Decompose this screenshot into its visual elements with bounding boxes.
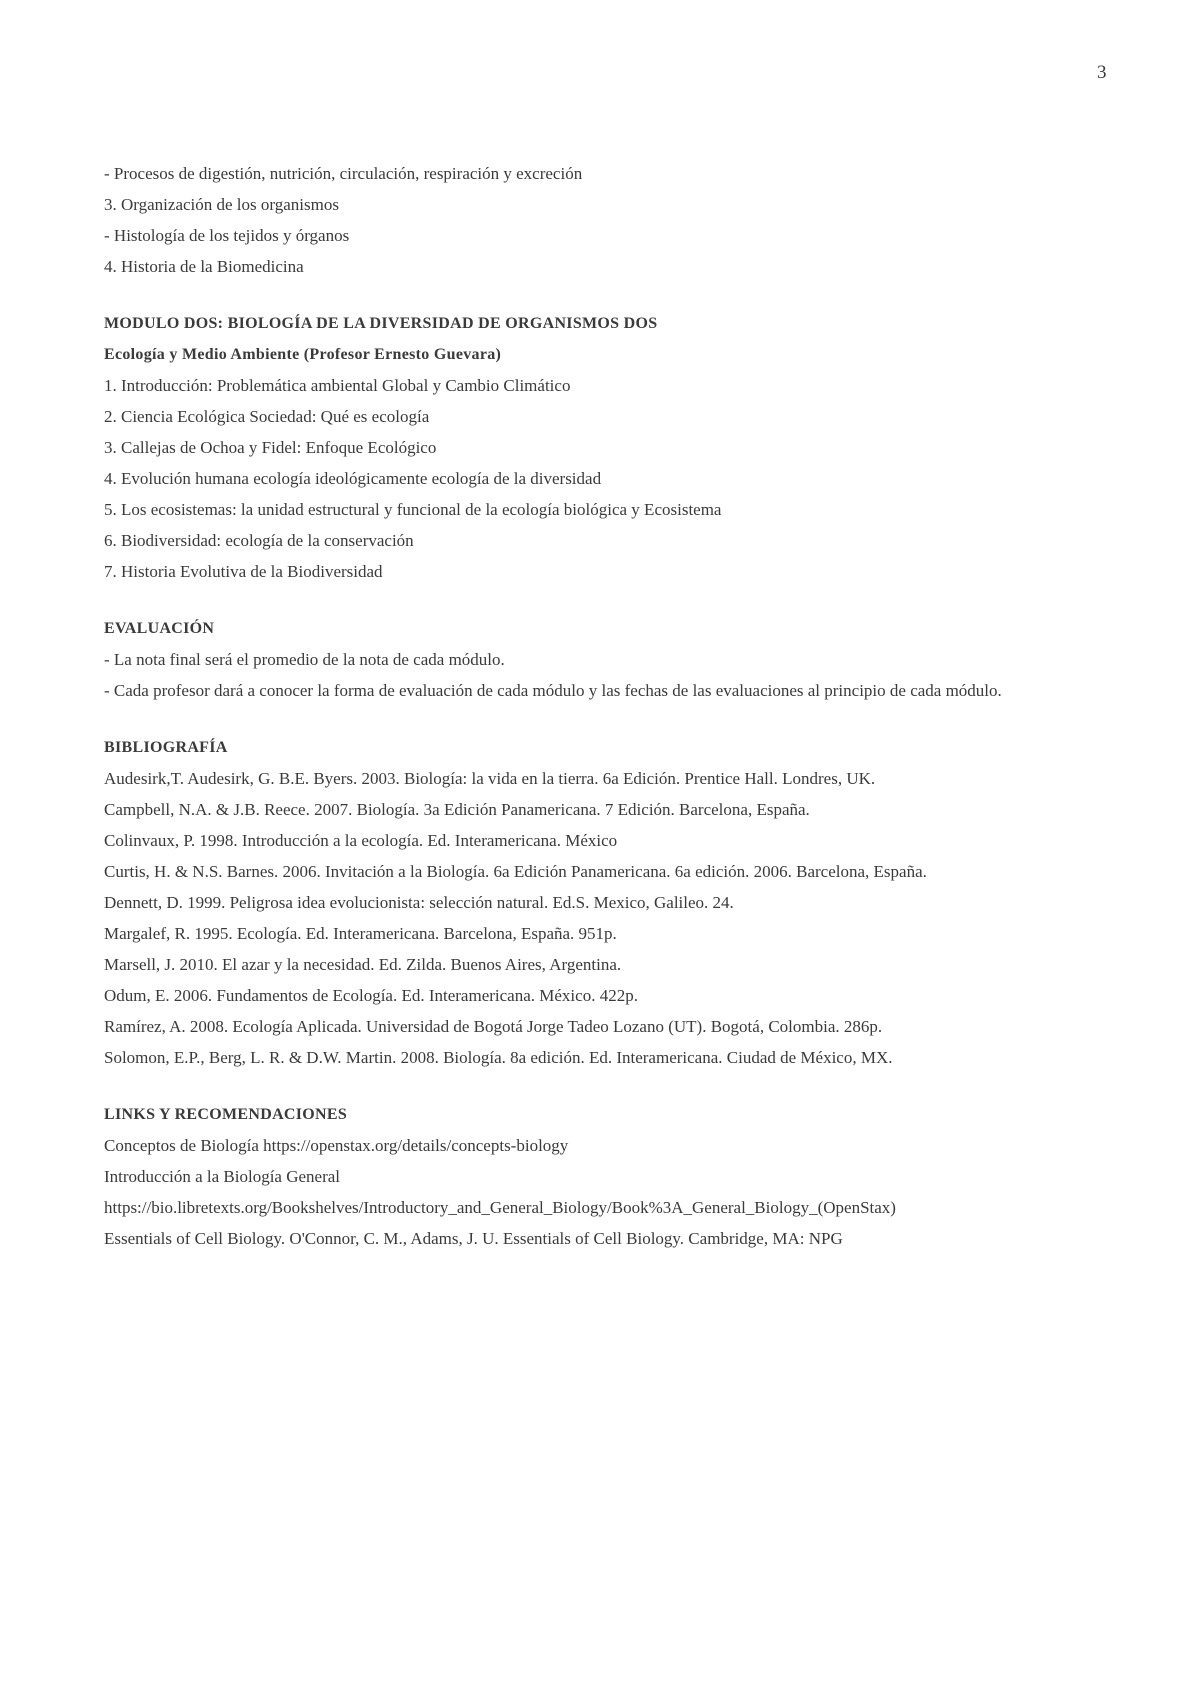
bibliography-entry: Marsell, J. 2010. El azar y la necesidad. Ed. Zilda. Buenos Aires, Argentina. [104,955,622,974]
section-heading: BIBLIOGRAFÍA [104,739,228,756]
list-item: - La nota final será el promedio de la nota de cada módulo. [104,650,505,669]
course-heading: Ecología y Medio Ambiente (Profesor Ernesto Guevara) [104,346,502,363]
link-item[interactable]: https://bio.libretexts.org/Bookshelves/Introductory_and_General_Biology/Book%3A_General_Biology_(OpenStax) [104,1198,896,1217]
document-body [104,158,1114,1254]
section-heading: LINKS Y RECOMENDACIONES [104,1106,348,1123]
bibliography-entry: Margalef, R. 1995. Ecología. Ed. Interamericana. Barcelona, España. 951p. [104,924,617,943]
page-number: 3 [1097,62,1107,83]
list-item: 6. Biodiversidad: ecología de la conservación [104,531,414,550]
list-item: 3. Organización de los organismos [104,195,339,214]
list-item: 1. Introducción: Problemática ambiental Global y Cambio Climático [104,376,571,395]
list-item: Introducción a la Biología General [104,1167,341,1186]
bibliography-entry: Odum, E. 2006. Fundamentos de Ecología. Ed. Interamericana. México. 422p. [104,986,638,1005]
bibliography-entry: Audesirk,T. Audesirk, G. B.E. Byers. 2003. Biología: la vida en la tierra. 6a Edición. Prentice Hall. Londres, UK. [104,769,876,788]
list-item: 4. Evolución humana ecología ideológicamente ecología de la diversidad [104,469,602,488]
list-item: Essentials of Cell Biology. O'Connor, C. M., Adams, J. U. Essentials of Cell Biology. Cambridge, MA: NPG [104,1229,843,1248]
list-item: 5. Los ecosistemas: la unidad estructural y funcional de la ecología biológica y Ecosistema [104,500,722,519]
bibliography-entry: Solomon, E.P., Berg, L. R. & D.W. Martin. 2008. Biología. 8a edición. Ed. Interamericana. Ciudad de México, MX. [104,1048,893,1067]
link-item[interactable]: Conceptos de Biología https://openstax.org/details/concepts-biology [104,1136,569,1155]
intro-section [104,158,1114,282]
bibliography-section [104,732,1114,1073]
list-item: - Histología de los tejidos y órganos [104,226,350,245]
section-heading: EVALUACIÓN [104,620,215,637]
list-item: 2. Ciencia Ecológica Sociedad: Qué es ecología [104,407,430,426]
evaluation-section [104,613,1114,706]
list-item: 4. Historia de la Biomedicina [104,257,304,276]
bibliography-entry: Colinvaux, P. 1998. Introducción a la ecología. Ed. Interamericana. México [104,831,618,850]
list-item: 3. Callejas de Ochoa y Fidel: Enfoque Ecológico [104,438,437,457]
bibliography-entry: Dennett, D. 1999. Peligrosa idea evolucionista: selección natural. Ed.S. Mexico, Galileo. 24. [104,893,734,912]
ecology-section [104,308,1114,587]
list-item: 7. Historia Evolutiva de la Biodiversidad [104,562,383,581]
bibliography-entry: Campbell, N.A. & J.B. Reece. 2007. Biología. 3a Edición Panamericana. 7 Edición. Barcelona, España. [104,800,810,819]
list-item: - Cada profesor dará a conocer la forma de evaluación de cada módulo y las fechas de las evaluaciones al principio de cada módulo. [104,681,1002,700]
bibliography-entry: Ramírez, A. 2008. Ecología Aplicada. Universidad de Bogotá Jorge Tadeo Lozano (UT). Bogotá, Colombia. 286p. [104,1017,883,1036]
links-section [104,1099,1114,1254]
list-item: - Procesos de digestión, nutrición, circulación, respiración y excreción [104,164,583,183]
bibliography-entry: Curtis, H. & N.S. Barnes. 2006. Invitación a la Biología. 6a Edición Panamericana. 6a edición. 2006. Barcelona, España. [104,862,927,881]
module-heading: MODULO DOS: BIOLOGÍA DE LA DIVERSIDAD DE ORGANISMOS DOS [104,315,658,332]
